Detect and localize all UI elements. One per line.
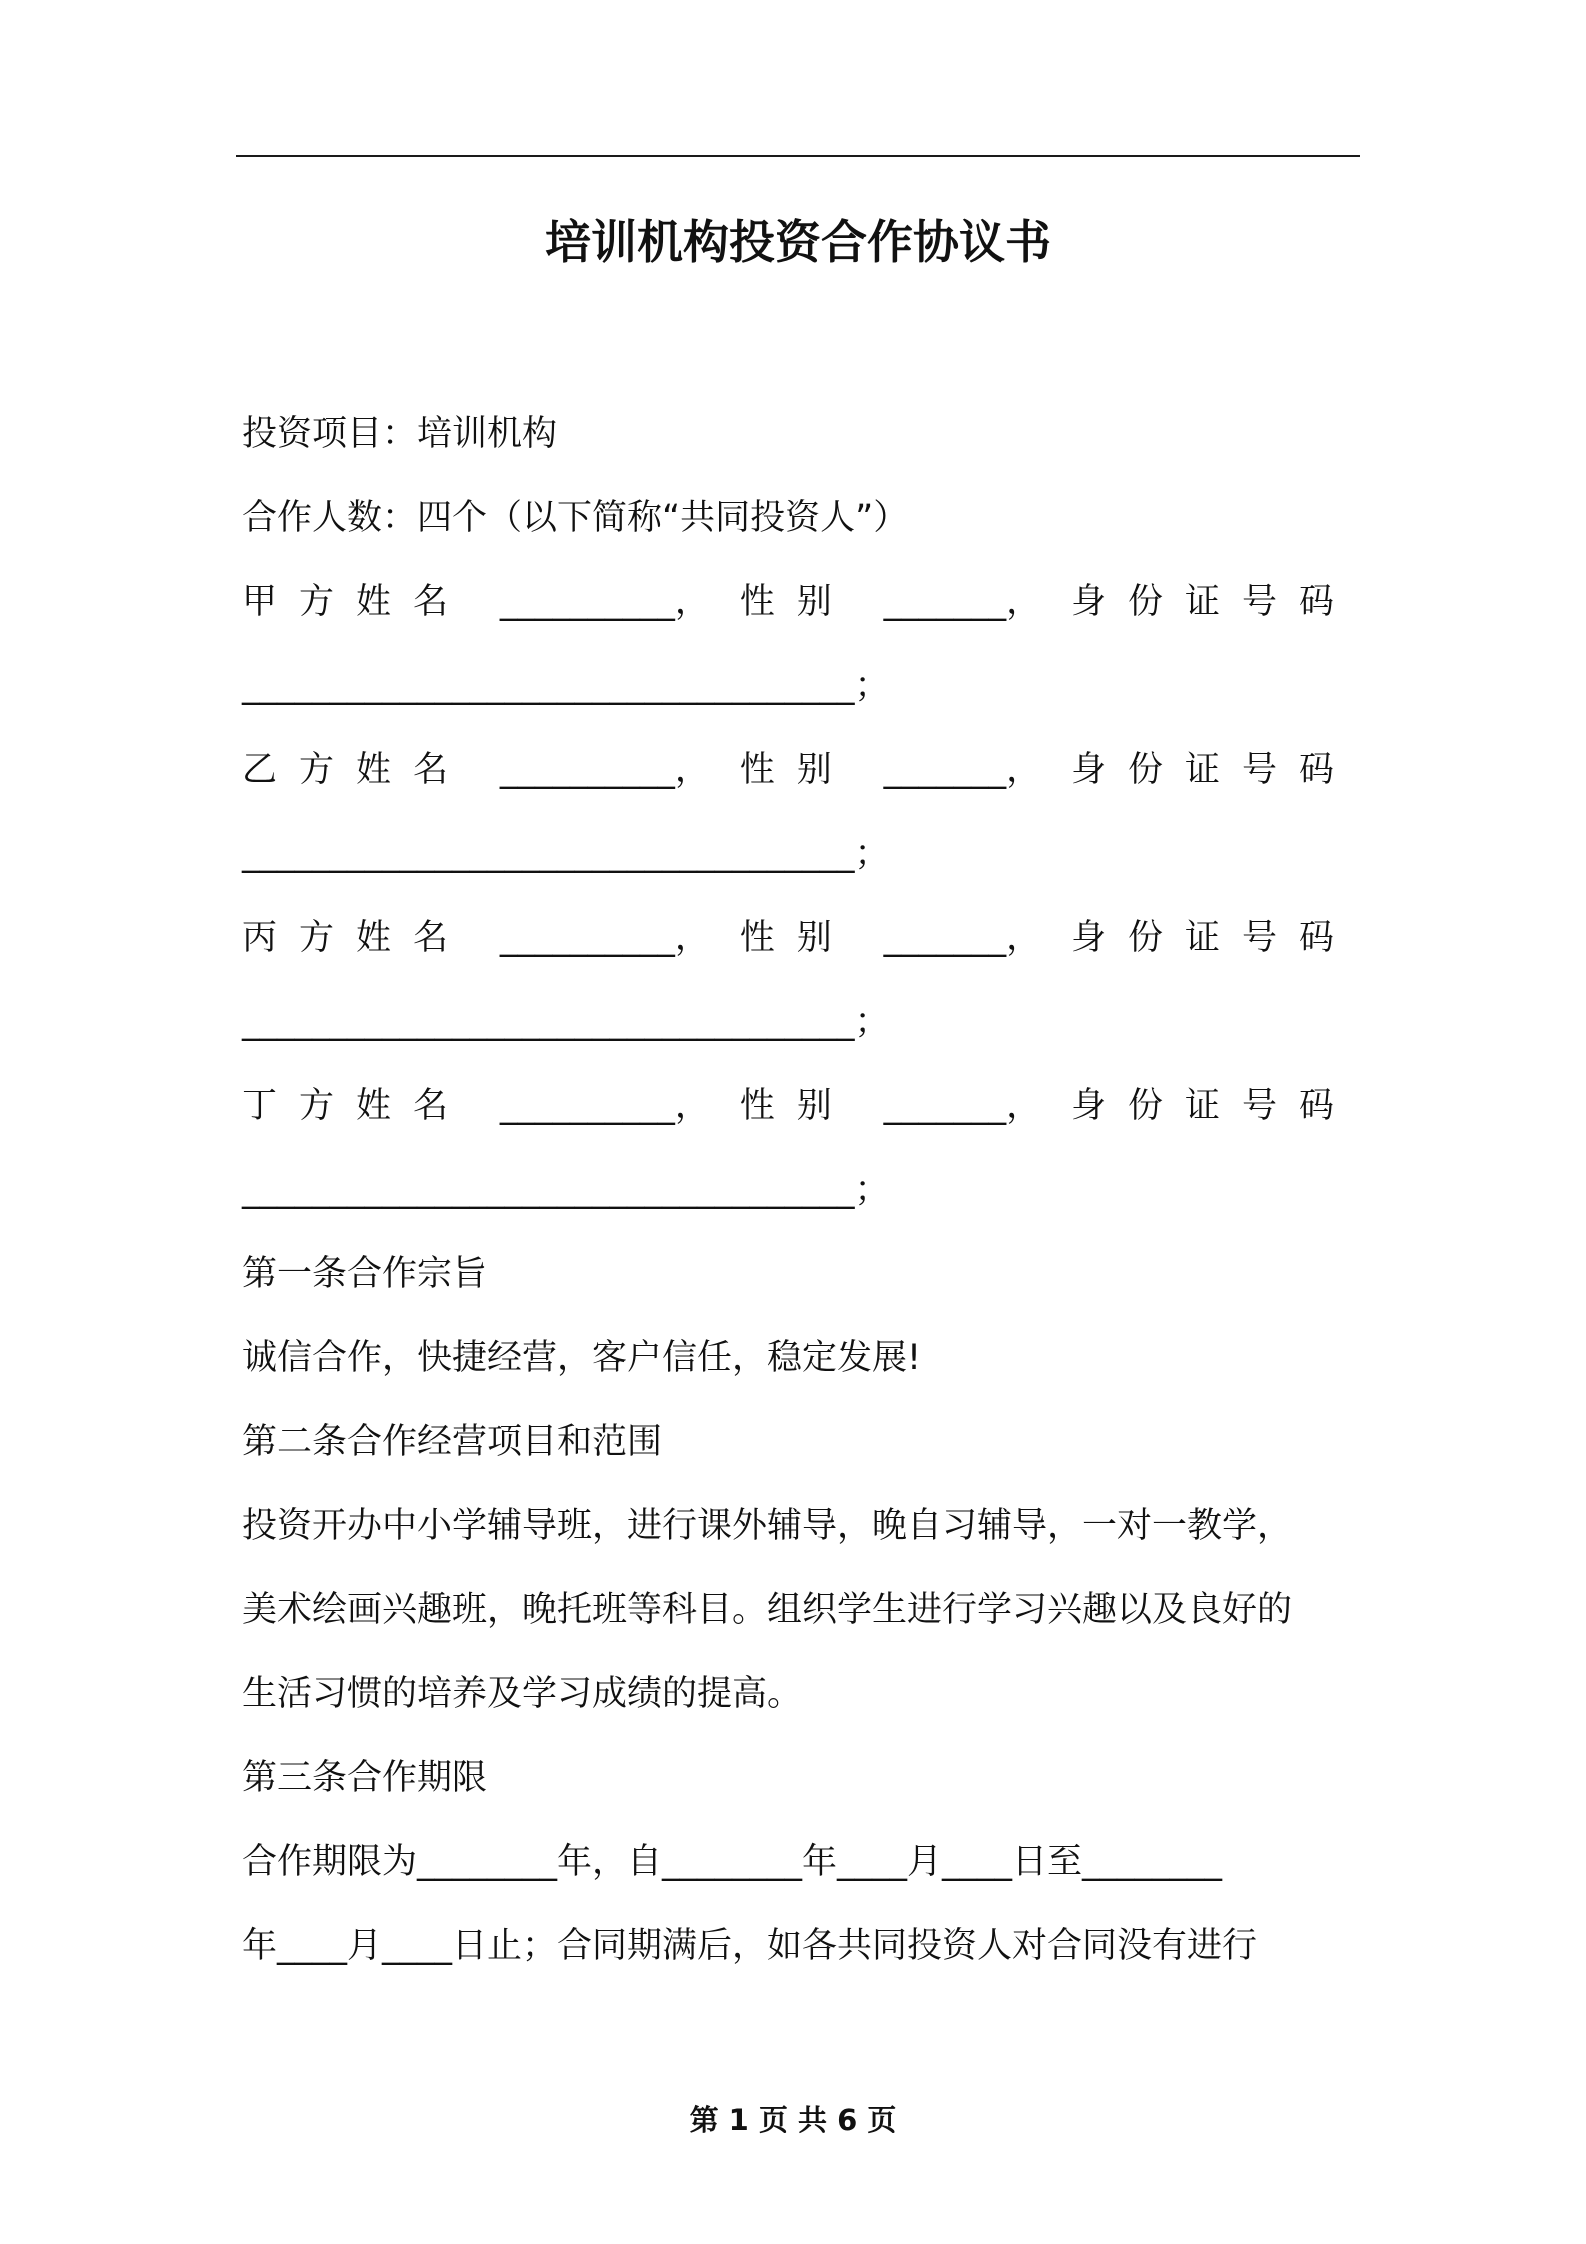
party-a-name-blank: __________， <box>499 582 710 622</box>
party-b-id-label: 身份证号码 <box>1070 750 1356 790</box>
project-line: 投资项目：培训机构 <box>242 414 558 454</box>
page-number: 第 1 页 共 6 页 <box>689 2103 897 2137</box>
party-c-gender-label: 性别 <box>739 918 854 958</box>
party-d-info-line <box>242 1078 1356 1134</box>
party-c-name-label: 丙方姓名 <box>242 918 471 958</box>
party-d-gender-label: 性别 <box>739 1086 854 1126</box>
party-d-id-line: ___________________________________； <box>242 1170 890 1210</box>
party-c-gender-blank: _______， <box>883 918 1042 958</box>
article-1-heading: 第一条合作宗旨 <box>242 1254 488 1294</box>
party-b-name-blank: __________， <box>499 750 710 790</box>
party-a-id-line: ___________________________________； <box>242 666 890 706</box>
party-a-info-line <box>242 574 1356 630</box>
party-d-name-label: 丁方姓名 <box>242 1086 471 1126</box>
party-a-gender-blank: _______， <box>883 582 1042 622</box>
party-c-id-label: 身份证号码 <box>1070 918 1356 958</box>
article-1-text: 诚信合作，快捷经营，客户信任，稳定发展! <box>242 1338 922 1378</box>
header-divider <box>236 155 1360 157</box>
article-2-text-line-1: 投资开办中小学辅导班，进行课外辅导，晚自习辅导，一对一教学， <box>242 1506 1293 1546</box>
document-title: 培训机构投资合作协议书 <box>545 215 1051 269</box>
party-b-name-label: 乙方姓名 <box>242 750 471 790</box>
party-d-gender-blank: _______， <box>883 1086 1042 1126</box>
party-d-name-blank: __________， <box>499 1086 710 1126</box>
article-2-text-line-2: 美术绘画兴趣班，晚托班等科目。组织学生进行学习兴趣以及良好的 <box>242 1590 1293 1630</box>
party-d-id-label: 身份证号码 <box>1070 1086 1356 1126</box>
article-2-text-line-3: 生活习惯的培养及学习成绩的提高。 <box>242 1674 803 1714</box>
article-3-text-line-2: 年____月____日止；合同期满后，如各共同投资人对合同没有进行 <box>242 1926 1258 1966</box>
partners-count-line: 合作人数：四个（以下简称“共同投资人”） <box>242 498 909 538</box>
party-a-gender-label: 性别 <box>739 582 854 622</box>
party-c-info-line <box>242 910 1356 966</box>
party-c-id-line: ___________________________________； <box>242 1002 890 1042</box>
party-b-id-line: ___________________________________； <box>242 834 890 874</box>
party-b-gender-blank: _______， <box>883 750 1042 790</box>
party-b-gender-label: 性别 <box>739 750 854 790</box>
article-3-heading: 第三条合作期限 <box>242 1758 488 1798</box>
party-b-info-line <box>242 742 1356 798</box>
party-c-name-blank: __________， <box>499 918 710 958</box>
article-3-text-line-1: 合作期限为________年，自________年____月____日至________ <box>242 1842 1223 1882</box>
party-a-name-label: 甲方姓名 <box>242 582 471 622</box>
article-2-heading: 第二条合作经营项目和范围 <box>242 1422 663 1462</box>
party-a-id-label: 身份证号码 <box>1070 582 1356 622</box>
